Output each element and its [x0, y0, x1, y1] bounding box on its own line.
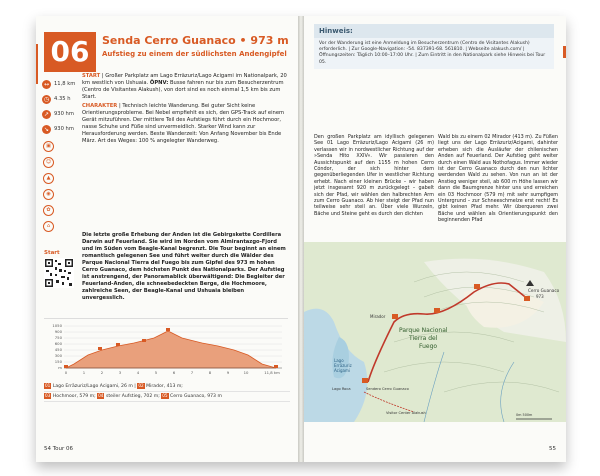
peak-label: Cerro Guanaco	[528, 288, 560, 293]
lake-label: Erräzuriz	[334, 363, 352, 368]
bus-icon: ▣	[43, 141, 54, 152]
elevation-profile	[44, 318, 288, 381]
lake-label: Lago Roca	[332, 387, 351, 391]
ascent-icon: ↗	[43, 110, 50, 118]
x-tick: 8	[208, 370, 212, 375]
tour-title: Senda Cerro Guanaco • 973 m	[102, 34, 289, 47]
y-tick: m	[58, 365, 62, 370]
left-page	[36, 16, 298, 462]
page-edge-tab	[36, 44, 38, 84]
stat-descent: ↘ 930 hm	[43, 125, 74, 133]
start-label: START	[82, 73, 101, 79]
x-tick: 10	[243, 370, 249, 375]
hint-box	[314, 24, 554, 69]
y-tick: 750	[54, 335, 62, 340]
right-page	[304, 16, 566, 462]
route-map	[304, 242, 566, 422]
stat-distance: ↔ 11,8 km	[43, 80, 76, 88]
x-tick: 5	[154, 370, 158, 375]
stats-column	[42, 78, 82, 237]
hint-title: Hinweis:	[314, 24, 554, 38]
trail-label: Sendero Cerro Guanaco	[366, 387, 409, 391]
start-text: | Großer Parkplatz am Lago Erräzuriz/Lago Acigami im Nationalpark, 20 km westlich von Ushuaia.	[82, 73, 287, 86]
x-tick: 1	[82, 370, 86, 375]
x-tick: 2	[100, 370, 104, 375]
y-tick: 150	[54, 359, 62, 364]
page-footer-right: 55	[549, 446, 556, 452]
y-tick: 900	[54, 329, 62, 334]
qr-start-label: Start	[44, 250, 60, 256]
x-tick: 3	[118, 370, 122, 375]
lake-label: Lago	[334, 358, 344, 363]
qr-code-icon[interactable]	[44, 258, 74, 288]
y-tick: 1050	[52, 323, 62, 328]
charakter-label: CHARAKTER	[82, 103, 118, 109]
route-column-2: Wald bis zu einem 02 Mirador (413 m). Zu Füßen liegt uns der Lago Erräzuriz/Acigami, dahinter erheben sich die Ausläufer der chilenischen Anden auf Feuerland. Der Aufstieg geht weiter durch einen Wald aus Nothofagus. Immer wieder ist der Cerro Guanaco durch den nun lichter werdenden Wald zu sehen. Von nun an ist der Anstieg weniger steil, ab 600 m Höhe lassen wir dann die Baumgrenze hinter uns und erreichen ein 03 Hochmoor (579 m) mit sehr sumpfigem Untergrund – zur Schneeschmelze erst recht! Es gibt keinen Pfad mehr. Wir überqueren zwei Bäche und wählen als Orientierungspunkt den beginnenden Pfad	[438, 134, 558, 224]
charakter-text: | Technisch leichte Wanderung. Bei guter Sicht keine Orientierungsprobleme. Bei Nebel empfiehlt es sich, den GPS-Track auf einem Gerät mitzuführen. Der mittlere Teil des Aufstiegs führt durch ein Hochmoor, nasse Schuhe und Füße sind unvermeidlich. Starker Wind kann zur Herausforderung werden. Beste Wanderzeit: Von Anfang November bis Ende März. Art des Weges: 100 % angelegter Wanderweg.	[82, 103, 285, 144]
legend-row: 01 Lago Erräzuriz/Lago Acigami, 26 m | 02 Mirador, 413 m;	[44, 382, 290, 392]
tour-number-badge: 06	[44, 32, 96, 72]
x-tick: 0	[64, 370, 68, 375]
route-column-1: Den großen Parkplatz am idyllisch gelegenen See 01 Lago Erräzuriz/Lago Acigami (26 m) verlassen wir in nordwestlicher Richtung auf der »Senda Hito XXIV«. Wir passieren den Aussichtspunkt auf den 1155 m hohen Cerro Cóndor, der sich hinter dem gegenüberliegenden Ufer in westlicher Richtung erhebt. Nach einer kleinen Brücke – wir haben jetzt insgesamt 920 m zurückgelegt – gabelt sich der Pfad, wir wählen den halbrechten Arm zum Cerro Guanaco. Ab hier steigt der Pfad nun teilweise sehr steil an. Über viele Wurzeln, Bäche und Steine geht es durch den dichten	[314, 134, 434, 217]
oepnv-text: Busse fahren nur bis zum Besucherzentrum (Centro de Visitantes Alakush), von dort sind es noch einmal 1,5 km bis zum Start.	[82, 80, 284, 100]
descent-icon: ↘	[43, 125, 50, 133]
park-name: Fuego	[419, 343, 438, 350]
page-edge-tab	[563, 46, 566, 58]
child-icon: ☺	[43, 157, 54, 168]
lake-label: Acigami	[334, 368, 350, 373]
distance-icon: ↔	[43, 80, 50, 88]
y-tick: 450	[54, 347, 62, 352]
x-tick: 7	[190, 370, 194, 375]
mirador-label: Mirador	[370, 314, 386, 319]
tour-info-block	[82, 73, 288, 145]
x-tick: 4	[136, 370, 140, 375]
oepnv-label: ÖPNV:	[149, 80, 169, 86]
visitor-center-label: Visitor Center Alakush	[386, 411, 426, 415]
page-footer-left: 54 Tour 06	[44, 446, 74, 452]
flora-icon: ✿	[43, 205, 54, 216]
stat-time: ◷ 4.35 h	[43, 95, 71, 103]
y-tick: 600	[54, 341, 62, 346]
guidebook-spread	[36, 16, 566, 462]
park-name: Parque Nacional	[399, 327, 448, 334]
summit-icon: ▲	[43, 173, 54, 184]
hut-icon: ⌂	[43, 221, 54, 232]
route-description	[314, 134, 558, 224]
time-icon: ◷	[43, 95, 50, 103]
lead-paragraph: Die letzte große Erhebung der Anden ist die Gebirgskette Cordillera Darwin auf Feuerland. Sie wird im Norden vom Almirantazgo-Fjord und im Süden vom Beagle-Kanal begrenzt. Die Tour beginnt an einem romantisch gelegenen See und führt weiter durch die Wälder des Parque Nacional Tierra del Fuego bis zum Gipfel des 973 m hohen Cerro Guanaco, dem höchsten Punkt des Nationalparks. Der Aufstieg ist anstrengend, der Panoramablick überwältigend: Die Begleiter der Feuerland-Anden, die schneebedeckten Berge, die Hochmoore, zahlreiche Seen, der Beagle-Kanal und Ushuaia bleiben unvergesslich.	[82, 232, 286, 301]
hint-text: Vor der Wanderung ist eine Anmeldung im Besucherzentrum (Centro de Visitantes Alakush) erforderlich. | Zur Google-Navigation: -54. 837391-68. 561810. | Webseite alakush.com/ | Öffnungszeiten: Täglich 10:00–17:00 Uhr. | Zum Eintritt in den Nationalpark siehe Hinweis bei Tour 05.	[314, 38, 554, 69]
x-tick: 6	[172, 370, 176, 375]
x-tick: 9	[226, 370, 230, 375]
stat-ascent: ↗ 930 hm	[43, 110, 74, 118]
tour-subtitle: Aufstieg zu einem der südlichsten Andengipfel	[102, 50, 287, 58]
x-tick: 11,8 km	[264, 370, 280, 375]
map-scale: 0m 500m	[516, 413, 533, 417]
peak-height: 973	[536, 294, 544, 299]
y-tick: 300	[54, 353, 62, 358]
waypoint-legend	[44, 382, 290, 402]
legend-row: 03 Hochmoor, 579 m; 04 steiler Aufstieg, 702 m; 05 Cerro Guanaco, 973 m	[44, 392, 290, 402]
view-icon: ◉	[43, 189, 54, 200]
park-name: Tierra del	[409, 335, 438, 342]
elevation-area	[66, 331, 276, 368]
